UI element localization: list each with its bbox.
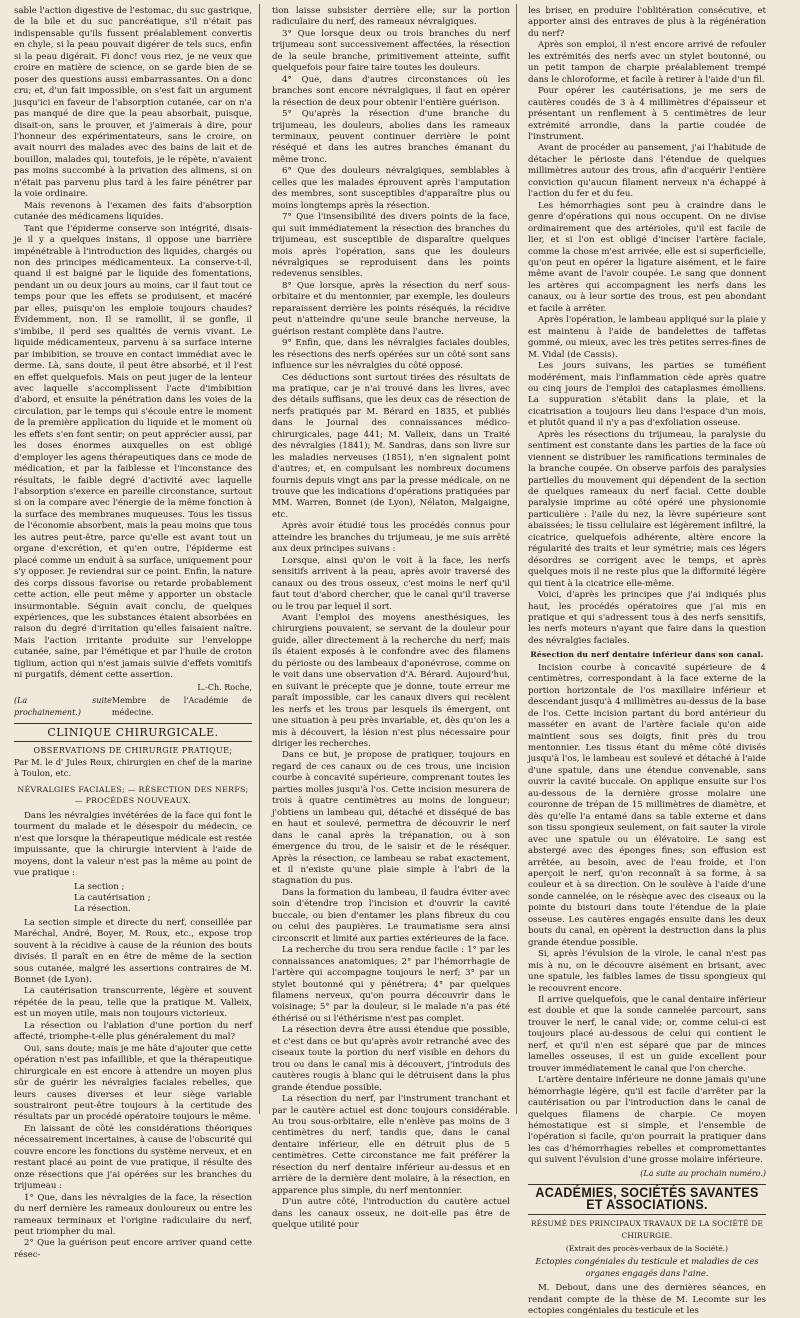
paragraph: La résection devra être aussi étendue que possible, et c'est dans ce but qu'après avoir retranché avec des ciseaux toute la portion du nerf visible en dehors du trou ou dans le canal mis à découvert, j'introduis des cautères rougis à blanc qui le détruisent dans la plus grande étendue possible. — [272, 1025, 510, 1093]
column-right — [528, 6, 766, 1317]
paragraph: 9° Enfin, que, dans les névralgies faciales doubles, les résections des nerfs opérées sur un côté sont sans influence sur les névralgies du côté opposé. — [272, 338, 510, 372]
paragraph: 4° Que, dans d'autres circonstances où les branches sont encore névralgiques, il faut en opérer la résection de deux pour obtenir l'entière guérison. — [272, 74, 510, 108]
paragraph: En laissant de côté les considérations théoriques nécessairement incertaines, à cause de l'obscurité qui couvre encore les fonctions du système nerveux, et en restant placé au point de vue pratique, il résulte des onze résections que j'ai opérées sur les branches du trijumeau : — [14, 1123, 252, 1192]
paragraph: Mais revenons à l'examen des faits d'absorption cutanée des médicamens liquides. — [14, 200, 252, 223]
continued-note: (La suite prochainement.) — [14, 696, 112, 717]
paragraph: La section simple et directe du nerf, conseillée par Maréchal, André, Boyer, M. Roux, etc., expose trop souvent à la récidive à cause de la réunion des bouts divisés. Il paraît en en être de même de la section sous cutanée, malgré les assertions contraires de M. Bonnet (de Lyon). — [14, 917, 252, 986]
paragraph: Dans ce but, je propose de pratiquer, toujours en regard de ces canaux ou de ces trous, une incision courbe à concavité supérieure, comprenant toutes les parties molles jusqu'à l'os. Cette incision mesurera de trois à quatre centimètres au moins de longueur; j'obtiens un lambeau qui, détaché et disséqué de bas en haut et soulevé, permettra de découvrir le nerf dans le canal après la trépanation, ou à son émergence du trou, de le saisir et de le réséquer. Après la résection, ce lambeau se rabat exactement, et il n'existe qu'une plaie simple à l'abri de la stagnation du pus. — [272, 750, 510, 887]
paragraph: Pour opérer les cautérisations, je me sers de cautères coudés de 3 à 4 millimètres d'épaisseur et présentant un renflement à 5 centimètres de leur extrémité arrondie, dans la partie coudée de l'instrument. — [528, 86, 766, 142]
list-item: La résection. — [74, 904, 131, 915]
paragraph: La recherche du trou sera rendue facile : 1° par les connaissances anatomiques; 2° par l'hémorrhagie de l'artère qui accompagne toujours le nerf; 3° par un stylet boutonné qui y pénétrera; 4° par quelques filamens nerveux, qu'on pourra découvrir dans le voisinage; 5° par la douleur, si le malade n'a pas été éthérisé ou si l'éthérisme n'est pas complet. — [272, 945, 510, 1024]
paragraph: Après l'opération, le lambeau appliqué sur la plaie y est maintenu à l'aide de bandelettes de taffetas gommé, ou mieux, avec les très petites serres-fines de M. Vidal (de Cassis). — [528, 315, 766, 360]
article-keywords: NÉVRALGIES FACIALES; — RÉSECTION DES NERFS; — PROCÉDÉS NOUVEAUX. — [17, 784, 249, 806]
academies-source: (Extrait des procès-verbaux de la Société.) — [565, 1244, 729, 1254]
paragraph: Dans la formation du lambeau, il faudra éviter avec soin d'étendre trop l'incision et d'ouvrir la cavité buccale, ou bien d'entamer les plans fibreux du cou ou celui des paupières. Le traumatisme sera ainsi circonscrit et limité aux parties extérieures de la face. — [272, 887, 510, 944]
paragraph: 8° Que lorsque, après la résection du nerf sous-orbitaire et du mentonnier, par exemple, les douleurs reparaissent derrière les points réséqués, la récidive peut n'atteindre qu'une seule branche nerveuse, la guérison restant complète dans l'autre. — [272, 280, 510, 337]
paragraph: Avant de procéder au pansement, j'ai l'habitude de détacher le périoste dans l'étendue de quelques millimètres autour des trous, afin d'acquérir l'entière conviction qu'aucun filament nerveux n'a échappé à l'action du fer et du feu. — [528, 143, 766, 200]
paragraph: M. Debout, dans une des dernières séances, en rendant compte de la thèse de M. Lecomte sur les ectopies congéniales du testicule et les — [528, 1283, 766, 1317]
paragraph: Lorsque, ainsi qu'on le voit à la face, les nerfs sensitifs arrivent à la peau, après avoir traversé des canaux ou des trous osseux, c'est moins le nerf qu'il faut tout d'abord chercher, que le canal qu'il traverse ou le trou par lequel il sort. — [272, 555, 510, 612]
paragraph: Dans les névralgies invétérées de la face qui font le tourment du malade et le désespoir du médecin, ce n'est que lorsque la thérapeutique médicale est restée impuissante, que la chirurgie intervient à l'aide de moyens, dont la valeur n'est pas la même au point de vue pratique : — [14, 810, 252, 879]
paragraph: Après son emploi, il n'est encore arrivé de refouler les extrémités des nerfs avec un stylet boutonné, ou un petit tampon de charpie préalablement trempé dans le chloroforme, et facile à retirer à l'aide d'un fil. — [528, 40, 766, 85]
article-byline: Par M. le d' Jules Roux, chirurgien en chef de la marine à Toulon, etc. — [14, 757, 252, 779]
column-rule — [259, 4, 260, 1114]
paragraph: La cautérisation transcurrente, légère et souvent répétée de la peau, telle que la pratique M. Valleix, est un moyen utile, mais non toujours victorieux. — [14, 986, 252, 1020]
paragraph: Tant que l'épiderme conserve son intégrité, disais-je il y a quelques instans, il oppose une barrière impénétrable à l'introduction des liquides, chargés ou non des principes médicamenteux. La conserve-t-il, quand il est baigné par le liquide des fomentations, pendant un ou deux jours au moins, car il faut tout ce temps pour que les effets se produisent, et macéré par elles, puisqu'on les emploie toujours chaudes? Évidemment, non. Il se ramollit, il se gonfle, il s'imbibe, il perd ses qualités de vernis vivant. Le liquide médicamenteux, parvenu à sa surface interne par imbibition, se trouve en contact immédiat avec le derme. Là, sans doute, il peut être absorbé, et il l'est en effet quelquefois. Mais on peut juger de la lenteur avec laquelle s'accomplissent l'acte d'imbibition d'abord, et ensuite la pénétration dans les voies de la circulation, par le temps qui s'écoule entre le moment de la première application du liquide et le moment où les effets s'en font sentir; on peut apprécier aussi, par les doses énormes auxquelles on est obligé d'employer les agens thérapeutiques dans ce mode de médication, et par la faiblesse et l'inconstance des résultats, le faible degré d'activité avec laquelle l'absorption s'exerce en pareille circonstance, surtout si on la compare avec l'énergie de la même fonction à la surface des membranes muqueuses. Tous les tissus de l'économie absorbent, mais la peau moins que tous les autres peut-être, parce qu'elle est avant tout un organe d'excrétion, et qu'en outre, l'épiderme est placé comme un enduit à sa surface, uniquement pour s'y opposer. Je reviendrai sur ce point. Enfin, la nature des corps dissous favorise ou retarde probablement cette action, elle peut même y apporter un obstacle insurmontable. Séguin avait conclu, de quelques expériences, que les substances étaient absorbées en raison du degré d'irritation qu'elles faisaient naître. Mais l'action irritante produite sur l'enveloppe cutanée, saine, par l'émétique et par l'huile de croton tiglium, action qui n'est jamais suivie d'effets vomitifs ni purgatifs, dément cette assertion. — [14, 223, 252, 681]
paragraph: Oui, sans doute; mais je me hâte d'ajouter que cette opération n'est pas infaillible, et que la thérapeutique chirurgicale en est encore à attendre un moyen plus sûr de guérir les névralgies faciales rebelles, que leurs causes diverses et leur siège variable soustrairont peut-être toujours à la certitude des résultats par un procédé opératoire toujours le même. — [14, 1043, 252, 1123]
paragraph: 2° Que la guérison peut encore arriver quand cette résec- — [14, 1238, 252, 1260]
author-name: L.-Ch. Roche, — [197, 682, 252, 692]
paragraph: 3° Que lorsque deux ou trois branches du nerf trijumeau sont successivement affectées, la résection de la seule branche, primitivement atteinte, suffit quelquefois pour faire taire toutes les douleurs. — [272, 28, 510, 74]
paragraph: D'un autre côté, l'introduction du cautère actuel dans les canaux osseux, ne doit-elle pas être de quelque utilité pour — [272, 1197, 510, 1231]
column-middle — [272, 6, 510, 1231]
paragraph: Avant l'emploi des moyens anesthésiques, les chirurgiens pouvaient, se servant de la douleur pour guide, aller directement à la recherche du nerf; mais ils étaient exposés à le confondre avec des filamens du périoste ou des lambeaux d'aponévrose, comme on le voit dans une observation d'A. Bérard. Aujourd'hui, en suivant le précepte que je donne, toute erreur me paraît impossible, car les canaux divers qui recèlent les nerfs et les trous par lesquels ils émergent, ont une situation à peu près invariable, et, dès qu'on les a mis à découvert, la lésion n'est plus nécessaire pour diriger les recherches. — [272, 613, 510, 749]
section-title: CLINIQUE CHIRURGICALE. — [47, 726, 219, 740]
subsection-heading: Résection du nerf dentaire inférieur dans son canal. — [530, 650, 764, 660]
paragraph: Voici, d'après les principes que j'ai indiqués plus haut, les procédés opératoires que j'ai mis en pratique et qui s'adressent tous à des nerfs sensitifs, les nerfs moteurs n'ayant que faire dans la question des névralgies faciales. — [528, 590, 766, 646]
paragraph: Ces déductions sont surtout tirées des résultats de ma pratique, car je n'ai trouvé dans les livres, avec des détails suffisans, que les deux cas de résection de nerfs pratiqués par M. Bérard en 1835, et publiés dans le Journal des connaissances médico-chirurgicales, page 441; M. Valleix, dans un Traité des névralgies (1841); M. Sandras, dans son livre sur les maladies nerveuses (1851), n'en signalent point d'autres; et, en compulsant les nombreux documens fournis depuis vingt ans par la presse médicale, on ne trouve que les indications d'opérations pratiquées par MM. Warren, Bonnet (de Lyon), Nélaton, Malgaigne, etc. — [272, 372, 510, 520]
continued-note: (La suite au prochain numéro.) — [640, 1168, 766, 1178]
paragraph: La résection du nerf, par l'instrument tranchant et par le cautère actuel est donc toujours considérable. Au trou sous-orbitaire, elle n'enlève pas moins de 3 centimètres du nerf, tandis que, dans le canal dentaire inférieur, elle en détruit plus de 5 centimètres. Cette circonstance me fait préférer la résection du nerf dentaire inférieur au-dessus et en arrière de la dernière dent molaire, à la résection, en apparence plus simple, du nerf mentonnier. — [272, 1094, 510, 1196]
section-title: ACADÉMIES, SOCIÉTÉS SAVANTES ET ASSOCIATIONS. — [535, 1184, 759, 1213]
paragraph: L'artère dentaire inférieure ne donne jamais qu'une hémorrhagie légère, qu'il est facile d'arrêter par la cautérisation ou par l'introduction dans le canal de quelques filamens de charpie. Ce moyen hémostatique est si simple, et l'ensemble de l'opération si facile, qu'on pourrait la pratiquer dans les cas d'hémorrhagies rebelles et compromettantes qui suivent l'évulsion d'une grosse molaire inférieure. — [528, 1075, 766, 1166]
paragraph: Incision courbe à concavité supérieure de 4 centimètres, correspondant à la face externe de la portion horizontale de l'os maxillaire inférieur et descendant jusqu'à 4 millimètres au-dessus de la base de l'os. Cette incision partant du bord antérieur du masséter en avant de l'artère faciale qu'on aide maintient sous ses doigts, finit près du trou mentonnier. Les tissus étant du même côté divisés jusqu'à l'os, le lambeau est soulevé et détaché à l'aide d'une spatule, dans une étendue convenable, sans ouvrir la cavité buccale. On applique ensuite sur l'os au-dessous de la dernière grosse molaire une couronne de trépan de 15 millimètres de diamètre, et dès qu'elle l'a entamé dans sa table externe et dans son tissu spongieux seulement, on fait sauter la virole avec une spatule ou un élévatoire. Le sang est abstergé avec des éponges fines; son effusion est arrêtée, au besoin, avec de l'eau froide, et l'on aperçoit le nerf, qu'on reconnaît à sa forme, à sa couleur et à sa direction. On le soulève à l'aide d'une sonde cannelée, on le résèque avec des ciseaux ou la pointe du bistouri dans toute l'étendue de la plaie osseuse. Les cautères engagés ensuite dans les deux bouts du canal, en opèrent la destruction dans la plus grande étendue possible. — [528, 662, 766, 948]
paragraph: les briser, en produire l'oblitération consécutive, et apporter ainsi des entraves de plus à la régénération du nerf? — [528, 6, 766, 39]
article-title: OBSERVATIONS DE CHIRURGIE PRATIQUE; — [33, 745, 233, 755]
paragraph: Les jours suivans, les parties se tuméfient modérément, mais l'inflammation cède après quatre ou cinq jours de l'emploi des cataplasmes émolliens. La suppuration s'établit dans la plaie, et la cicatrisation a toujours lieu dans l'espace d'un mois, et plutôt quand il n'y a pas d'exfoliation osseuse. — [528, 361, 766, 429]
paragraph: Les hémorrhagies sont peu à craindre dans le genre d'opérations qui nous occupent. On ne divise ordinairement que des artérioles, qu'il est facile de lier, et si l'on est obligé d'inciser l'artère faciale, comme la chose m'est arrivée, elle est si superficielle, qu'on peut en opérer la ligature aisément, et le faire même avant de l'avoir coupée. Le sang que donnent les artères qui accompagnent les nerfs dans les canaux, ou à leur sortie des trous, est peu abondant et facile à arrêter. — [528, 200, 766, 314]
paragraph: Après avoir étudié tous les procédés connus pour atteindre les branches du trijumeau, je me suis arrêté aux deux principes suivans : — [272, 521, 510, 555]
paragraph: tion laisse subsister derrière elle; sur la portion radiculaire du nerf, des rameaux névralgiques. — [272, 6, 510, 28]
paragraph: Si, après l'évulsion de la virole, le canal n'est pas mis à nu, on le découvre aisément en brisant, avec une spatule, les faibles lames de tissu spongieux qui le recouvrent encore. — [528, 949, 766, 994]
column-left — [14, 6, 252, 1260]
paragraph: 1° Que, dans les névralgies de la face, la résection du nerf dernière les rameaux douloureux ou entre les rameaux terminaux et l'origine radiculaire du nerf, peut triompher du mal. — [14, 1192, 252, 1237]
list-item: La cautérisation ; — [74, 892, 151, 903]
paragraph: Après les résections du trijumeau, la paralysie du sentiment est constante dans les parties de la face où viennent se distribuer les ramifications terminales de la branche coupée. On observe parfois des paralysies partielles du mouvement qui dépendent de la section de quelques rameaux du nerf facial. Cette double paralysie imprime au côté opéré une physionomie particulière : l'aile du nez, la lèvre supérieure sont abaissées; le tissu cellulaire est légèrement infiltré, la cicatrice, quelquefois adhérente, altère encore la régularité des traits et leur symétrie; mais ces légers désordres se corrigent avec le temps, et après quelques mois il ne reste plus que la difformité légère qui tient à la cicatrice elle-même. — [528, 429, 766, 589]
paragraph: 5° Qu'après la résection d'une branche du trijumeau, les douleurs, abolies dans les rameaux terminaux, peuvent continuer derrière le point réséqué et dans les autres branches émanant du même tronc. — [272, 109, 510, 165]
academies-article-title: Ectopies congéniales du testicule et maladies de ces organes engagés dans l'aine. — [535, 1256, 759, 1278]
column-rule — [516, 4, 517, 1114]
paragraph: sable l'action digestive de l'estomac, du suc gastrique, de la bile et du suc pancréatique, s'il n'était pas indispensable qu'ils fussent préalablement convertis en chyle, si la peau pouvait digérer de tels sucs, enfin si la peau digérait. Fi donc! vous riez, je ne veux que croire en matière de science, on se garde bien de se poser des questions aussi embarrassantes. On a donc cru; et, d'un fait impossible, on s'est fait un argument jusqu'ici en faveur de l'absorption cutanée, car on n'a pas manqué de dire que la peau absorbait, puisque, disait-on, sans le prouver, et j'aimerais à dire, pour l'honneur des expérimentateurs, sans le croire, on avait nourri des malades avec des bains de lait et de bouillon, malades qui, toutefois, je le répète, n'avaient pas moins succombé à la privation des alimens, si on n'était pas parvenu plus tard à les faire pénétrer par la voie ordinaire. — [14, 6, 252, 200]
paragraph: Il arrive quelquefois, que le canal dentaire inférieur est double et que la sonde cannelée parcourt, sans trouver le nerf, le canal vide; or, comme celui-ci est toujours placé au-dessous de celui qui contient le nerf, et qu'il n'en est séparé que par de minces lamelles osseuses, il est un guide excellent pour trouver immédiatement le canal que l'on cherche. — [528, 994, 766, 1074]
paragraph: 7° Que l'insensibilité des divers points de la face, qui suit immédiatement la résection des branches du trijumeau, est susceptible de disparaître quelques mois après l'opération, sans que les douleurs névralgiques se reproduisent dans les points redevenus sensibles. — [272, 212, 510, 280]
means-list — [14, 882, 252, 916]
section-divider — [14, 741, 252, 742]
author-affiliation: Membre de l'Académie de médecine. — [111, 696, 252, 717]
academies-subtitle: RÉSUMÉ DES PRINCIPAUX TRAVAUX DE LA SOCIÉTÉ DE CHIRURGIE. — [530, 1219, 764, 1240]
list-item: La section ; — [74, 881, 125, 892]
paragraph: 6° Que des douleurs névralgiques, semblables à celles que les malades éprouvent après l'amputation des membres, sont susceptibles d'apparaître plus ou moins longtemps après la résection. — [272, 166, 510, 211]
section-divider — [528, 1214, 766, 1215]
section-divider — [14, 723, 252, 724]
signature-block — [14, 682, 252, 718]
paragraph: La résection ou l'ablation d'une portion du nerf affecté, triomphe-t-elle plus généralement du mal? — [14, 1020, 252, 1043]
